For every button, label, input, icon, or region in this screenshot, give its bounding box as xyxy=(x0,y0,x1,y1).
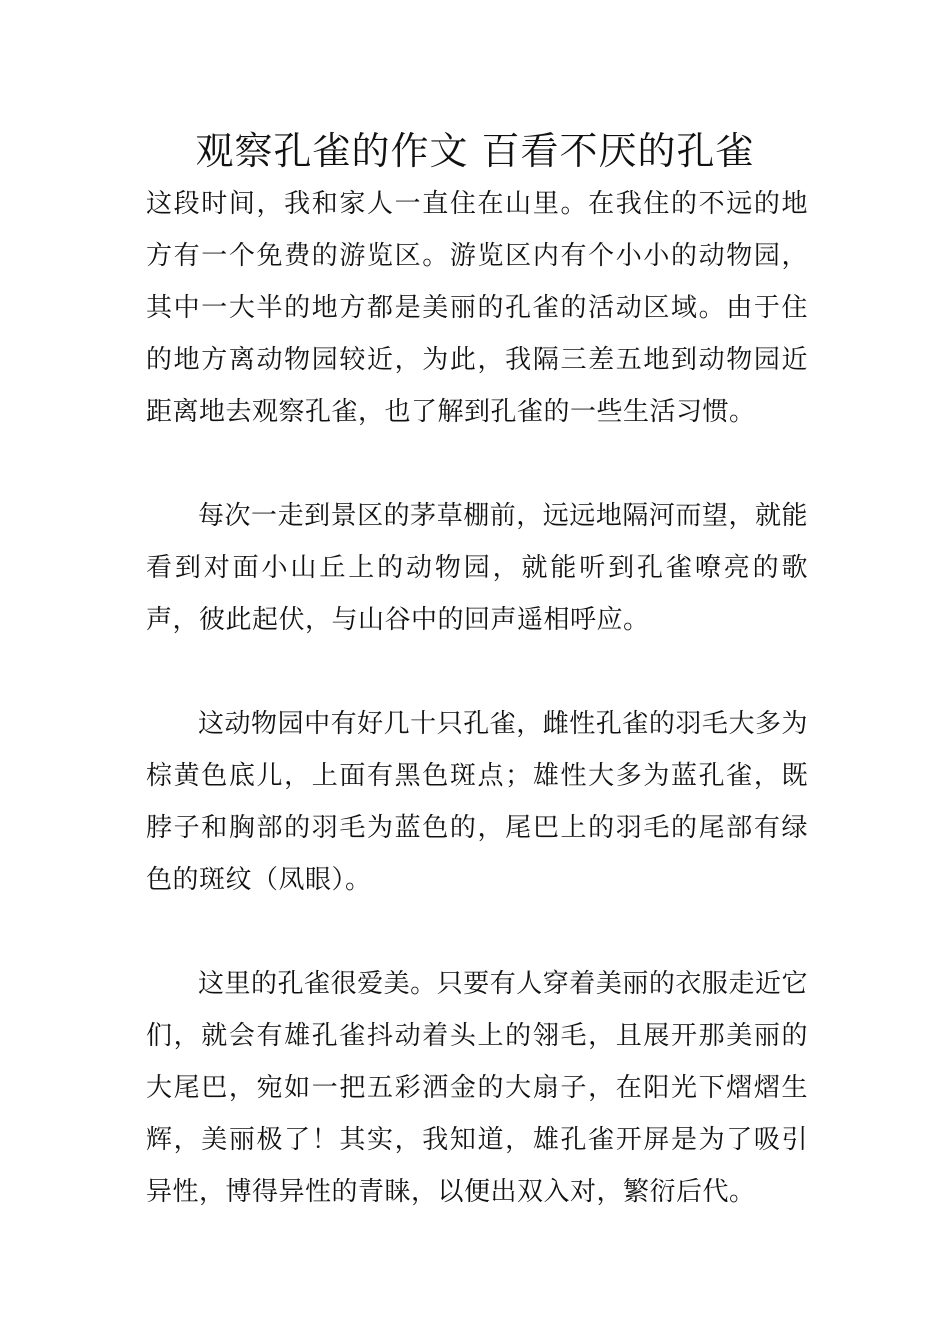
document-body xyxy=(146,178,808,1218)
paragraph-spacer xyxy=(146,906,808,958)
paragraph-spacer xyxy=(146,438,808,490)
paragraph-1: 这段时间，我和家人一直住在山里。在我住的不远的地方有一个免费的游览区。游览区内有个小小的动物园，其中一大半的地方都是美丽的孔雀的活动区域。由于住的地方离动物园较近，为此，我隔三差五地到动物园近距离地去观察孔雀，也了解到孔雀的一些生活习惯。 xyxy=(146,189,808,427)
paragraph-2: 每次一走到景区的茅草棚前，远远地隔河而望，就能看到对面小山丘上的动物园，就能听到孔雀嘹亮的歌声，彼此起伏，与山谷中的回声遥相呼应。 xyxy=(146,501,808,635)
paragraph-spacer xyxy=(146,646,808,698)
paragraph-4: 这里的孔雀很爱美。只要有人穿着美丽的衣服走近它们，就会有雄孔雀抖动着头上的翎毛，且展开那美丽的大尾巴，宛如一把五彩洒金的大扇子，在阳光下熠熠生辉，美丽极了！其实，我知道，雄孔雀开屏是为了吸引异性，博得异性的青睐，以便出双入对，繁衍后代。 xyxy=(146,969,808,1207)
paragraph-3: 这动物园中有好几十只孔雀，雌性孔雀的羽毛大多为棕黄色底儿，上面有黑色斑点；雄性大多为蓝孔雀，既脖子和胸部的羽毛为蓝色的，尾巴上的羽毛的尾部有绿色的斑纹（凤眼）。 xyxy=(146,709,808,895)
document-title: 观察孔雀的作文 百看不厌的孔雀 xyxy=(195,129,755,173)
